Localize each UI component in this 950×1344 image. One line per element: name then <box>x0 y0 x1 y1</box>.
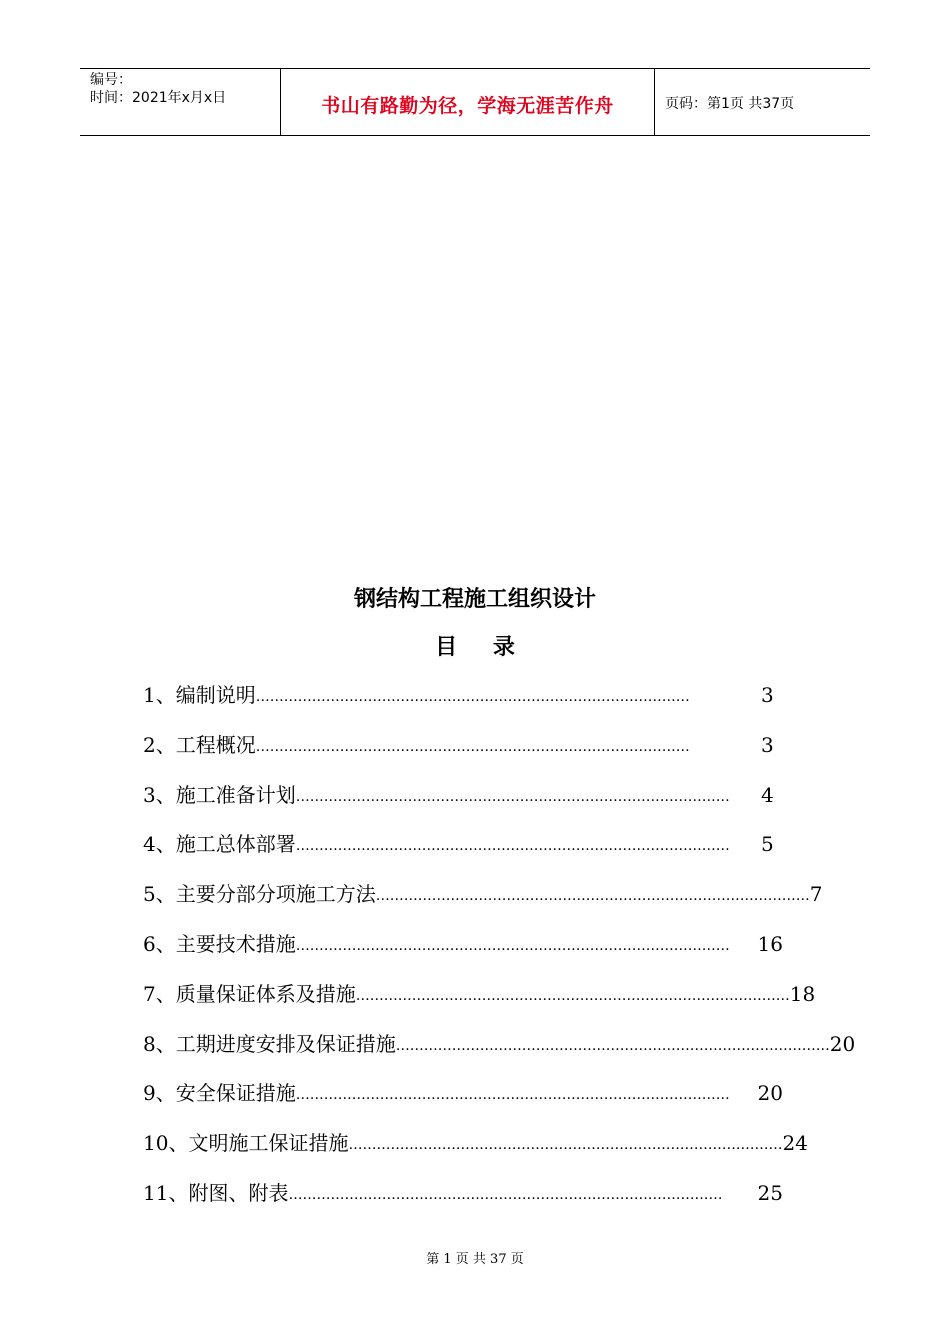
toc-item[interactable] <box>143 1031 856 1081</box>
time-label: 时间：2021年x月x日 <box>90 90 227 106</box>
code-label: 编号： <box>90 72 132 88</box>
toc-item-label: 6、主要技术措施 <box>143 931 296 956</box>
toc-heading: 目 录 <box>435 635 529 660</box>
toc-leader-dots: ………………………………………………………………………………… <box>295 788 730 805</box>
document-title: 钢结构工程施工组织设计 <box>353 587 596 612</box>
toc-item[interactable] <box>143 881 823 931</box>
toc-item-page: 3 <box>761 732 774 757</box>
toc-item[interactable] <box>143 732 783 782</box>
toc-item-label: 10、文明施工保证措施 <box>143 1131 349 1156</box>
page-footer: 第 1 页 共 37 页 <box>426 1252 524 1267</box>
toc-item-page: 5 <box>761 832 774 857</box>
toc-item-page: 3 <box>761 683 774 707</box>
toc-item-label: 8、工期进度安排及保证措施 <box>143 1031 396 1056</box>
header-motto: 书山有路勤为径，学海无涯苦作舟 <box>281 69 655 135</box>
toc-item-label: 1、编制说明 <box>143 683 256 707</box>
header-meta <box>80 69 281 135</box>
toc-leader-dots: ………………………………………………………………………………… <box>375 888 810 905</box>
toc-item-page: 16 <box>757 931 783 956</box>
toc-leader-dots: ………………………………………………………………………………… <box>255 689 690 705</box>
toc-item-label: 9、安全保证措施 <box>143 1081 296 1106</box>
toc-leader-dots: ………………………………………………………………………………… <box>395 1037 830 1054</box>
toc-item-page: 20 <box>829 1031 856 1056</box>
toc-leader-dots: ………………………………………………………………………………… <box>295 937 730 954</box>
toc-leader-dots: ………………………………………………………………………………… <box>255 738 690 755</box>
table-of-contents <box>143 682 856 1230</box>
toc-item[interactable] <box>143 831 783 881</box>
toc-item-label: 2、工程概况 <box>143 732 256 757</box>
toc-item-page: 7 <box>809 882 823 907</box>
toc-leader-dots: ………………………………………………………………………………… <box>288 1186 723 1203</box>
page-header <box>80 68 870 136</box>
toc-item-page: 20 <box>757 1081 783 1106</box>
toc-item[interactable] <box>143 981 816 1031</box>
toc-leader-dots: ………………………………………………………………………………… <box>355 987 790 1004</box>
toc-item[interactable] <box>143 682 783 732</box>
toc-item[interactable] <box>143 1130 808 1180</box>
toc-item-page: 25 <box>757 1180 783 1205</box>
toc-leader-dots: ………………………………………………………………………………… <box>295 1087 730 1104</box>
toc-item-label: 7、质量保证体系及措施 <box>143 981 356 1006</box>
toc-item-label: 5、主要分部分项施工方法 <box>143 882 376 907</box>
toc-leader-dots: ………………………………………………………………………………… <box>348 1137 783 1154</box>
toc-item-label: 4、施工总体部署 <box>143 832 296 857</box>
toc-item[interactable] <box>143 1180 783 1230</box>
toc-item-page: 4 <box>761 782 774 807</box>
toc-item-page: 24 <box>782 1131 808 1156</box>
toc-item-label: 3、施工准备计划 <box>143 782 296 807</box>
toc-item-page: 18 <box>789 981 816 1006</box>
toc-item[interactable] <box>143 782 783 832</box>
toc-leader-dots: ………………………………………………………………………………… <box>295 838 730 855</box>
toc-item[interactable] <box>143 931 783 981</box>
toc-item[interactable] <box>143 1080 783 1130</box>
toc-item-label: 11、附图、附表 <box>143 1180 289 1205</box>
header-page-info: 页码：第1页 共37页 <box>665 96 795 112</box>
